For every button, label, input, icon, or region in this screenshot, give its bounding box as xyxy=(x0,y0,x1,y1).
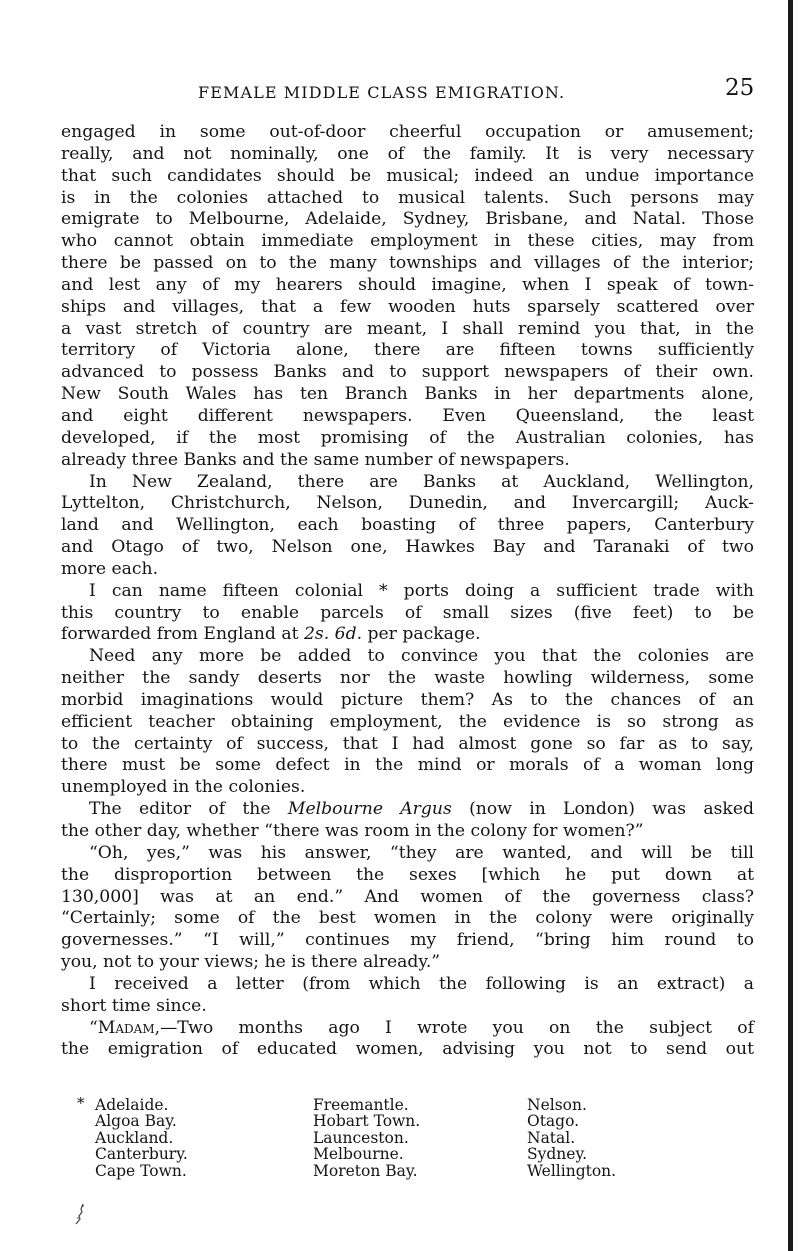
text-line: and lest any of my hearers should imagine, when I speak of town- xyxy=(61,274,754,295)
page-edge-rule xyxy=(788,0,793,1251)
port-name: Moreton Bay. xyxy=(313,1161,418,1180)
footnote-column xyxy=(313,1097,420,1179)
text-line: this country to enable parcels of small sizes (five feet) to be xyxy=(61,602,754,623)
text-line: neither the sandy deserts nor the waste howling wilderness, some xyxy=(61,668,754,689)
port-name: Nelson. xyxy=(527,1096,587,1114)
text-line: who cannot obtain immediate employment in these cities, may from xyxy=(61,231,754,252)
text-line: forwarded from England at 2s. 6d. per package. xyxy=(61,624,481,645)
text-line: more each. xyxy=(61,558,159,579)
text-line: is in the colonies attached to musical talents. Such persons may xyxy=(61,187,754,208)
port-name: Launceston. xyxy=(313,1128,409,1147)
port-name: Sydney. xyxy=(527,1145,588,1164)
paragraph-start-line: I can name fifteen colonial * ports doing a sufficient trade with xyxy=(89,580,754,601)
port-name: Adelaide. xyxy=(95,1096,169,1114)
text-line: 130,000] was at an end.” And women of the governess class? xyxy=(61,886,754,907)
text-line: efficient teacher obtaining employment, the evidence is so strong as xyxy=(61,711,754,732)
text-line: really, and not nominally, one of the family. It is very necessary xyxy=(61,143,754,164)
text-line: and Otago of two, Nelson one, Hawkes Bay and Taranaki of two xyxy=(61,537,754,558)
footnote-marker: * xyxy=(77,1094,85,1112)
text-line: morbid imaginations would picture them? As to the chances of an xyxy=(61,689,754,710)
paragraph-start-line: Need any more be added to convince you that the colonies are xyxy=(89,646,754,667)
text-line: and eight different newspapers. Even Queensland, the least xyxy=(61,405,754,426)
text-line: unemployed in the colonies. xyxy=(61,777,306,798)
running-title: FEMALE MIDDLE CLASS EMIGRATION. xyxy=(198,83,566,102)
text-line: the disproportion between the sexes [which he put down at xyxy=(61,864,754,885)
text-line: “Certainly; some of the best women in the colony were originally xyxy=(61,908,754,929)
paragraph-start-line: “Oh, yes,” was his answer, “they are wanted, and will be till xyxy=(89,842,754,863)
footnote-column xyxy=(527,1097,616,1179)
paragraph-start-line: The editor of the Melbourne Argus (now in London) was asked xyxy=(89,799,754,820)
text-line: land and Wellington, each boasting of three papers, Canterbury xyxy=(61,515,754,536)
text-line: the other day, whether “there was room in the colony for women?” xyxy=(61,821,644,841)
paragraph-start-line: I received a letter (from which the following is an extract) a xyxy=(89,973,754,994)
paragraph-start-line: In New Zealand, there are Banks at Auckland, Wellington, xyxy=(89,471,754,492)
text-line: you, not to your views; he is there already.” xyxy=(61,952,441,973)
running-head xyxy=(0,75,790,105)
text-line: that such candidates should be musical; indeed an undue importance xyxy=(61,165,754,186)
page-number: 25 xyxy=(725,75,755,101)
text-line: advanced to possess Banks and to support newspapers of their own. xyxy=(61,362,754,383)
body-text xyxy=(61,122,754,1061)
port-name: Freemantle. xyxy=(313,1096,409,1114)
text-line: developed, if the most promising of the Australian colonies, has xyxy=(61,427,754,448)
port-name: Melbourne. xyxy=(313,1145,404,1164)
port-name: Otago. xyxy=(527,1112,580,1131)
port-name: Wellington. xyxy=(527,1161,617,1180)
price-italic: 2s. 6d. xyxy=(303,624,363,645)
text-line: a vast stretch of country are meant, I shall remind you that, in the xyxy=(61,318,754,339)
text-line: territory of Victoria alone, there are fifteen towns sufficiently xyxy=(61,340,754,361)
port-name: Canterbury. xyxy=(95,1145,188,1164)
text-line: already three Banks and the same number of newspapers. xyxy=(61,449,570,470)
paragraph-start-line: “Madam,—Two months ago I wrote you on the subject of xyxy=(89,1017,754,1038)
port-name: Hobart Town. xyxy=(313,1112,421,1131)
text-line: emigrate to Melbourne, Adelaide, Sydney, Brisbane, and Natal. Those xyxy=(61,209,754,230)
text-line: there must be some defect in the mind or morals of a woman long xyxy=(61,755,754,776)
text-line: engaged in some out-of-door cheerful occupation or amusement; xyxy=(61,122,754,142)
newspaper-title-italic: Melbourne Argus xyxy=(287,799,452,820)
text-line: Lyttelton, Christchurch, Nelson, Dunedin, and Invercargill; Auck- xyxy=(61,493,754,514)
text-line: New South Wales has ten Branch Banks in her departments alone, xyxy=(61,384,754,405)
port-name: Algoa Bay. xyxy=(95,1112,177,1131)
text-line: governesses.” “I will,” continues my friend, “bring him round to xyxy=(61,930,754,951)
footnote-column xyxy=(95,1097,188,1179)
port-name: Natal. xyxy=(527,1128,576,1147)
text-line: there be passed on to the many townships and villages of the interior; xyxy=(61,253,754,274)
port-name: Cape Town. xyxy=(95,1161,187,1180)
text-line: ships and villages, that a few wooden huts sparsely scattered over xyxy=(61,296,754,317)
ink-speck-mark xyxy=(74,1203,86,1225)
text-line: to the certainty of success, that I had almost gone so far as to say, xyxy=(61,733,754,754)
port-name: Auckland. xyxy=(95,1128,174,1147)
text-line: the emigration of educated women, advising you not to send out xyxy=(61,1039,754,1060)
text-line: short time since. xyxy=(61,995,207,1016)
salutation-small-caps: Madam xyxy=(97,1017,155,1038)
